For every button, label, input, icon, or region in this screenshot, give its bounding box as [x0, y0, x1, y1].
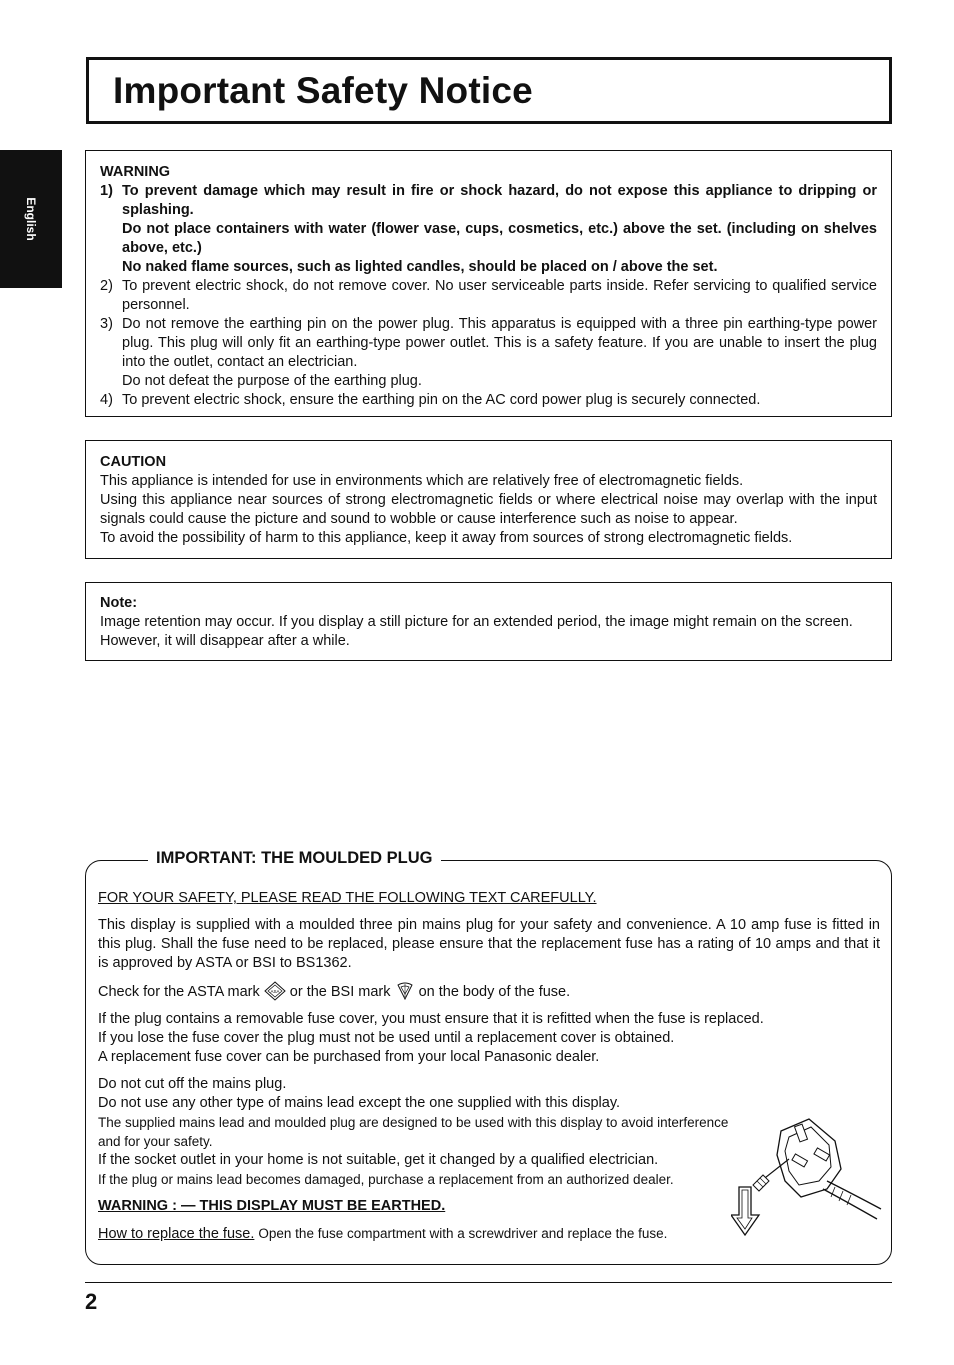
plug-mains-paragraph: [98, 1075, 738, 1189]
note-line: Image retention may occur. If you display a still picture for an extended period, the image might remain on the screen.: [100, 614, 853, 630]
warning-box: [85, 150, 892, 417]
plug-fuse-cover-paragraph: [98, 1010, 880, 1067]
plug-mark-check: [98, 981, 880, 1002]
asta-mark-text: ASA: [270, 989, 280, 994]
note-box: [85, 582, 892, 661]
page-title: Important Safety Notice: [113, 70, 533, 111]
warning-item-number: 4): [100, 392, 113, 408]
warning-item-text: Do not defeat the purpose of the earthing plug.: [122, 373, 422, 389]
check-text-a: Check for the ASTA mark: [98, 984, 260, 1000]
plug-intro: FOR YOUR SAFETY, PLEASE READ THE FOLLOWING TEXT CAREFULLY.: [98, 890, 597, 906]
caution-box: [85, 440, 892, 559]
check-text-b: or the BSI mark: [289, 984, 391, 1000]
warning-item-text: To prevent electric shock, do not remove cover. No user serviceable parts inside. Refer servicing to qualified service personnel.: [122, 278, 877, 313]
language-tab: [0, 150, 62, 288]
plug-cover-line: A replacement fuse cover can be purchased from your local Panasonic dealer.: [98, 1049, 600, 1065]
caution-heading: CAUTION: [100, 454, 167, 470]
moulded-plug-title: IMPORTANT: THE MOULDED PLUG: [148, 849, 441, 868]
caution-line: This appliance is intended for use in environments which are relatively free of electromagnetic fields.: [100, 473, 744, 489]
warning-item-text: Do not remove the earthing pin on the power plug. This apparatus is equipped with a three pin earthing-type power plug. This plug will only fit an earthing-type power outlet. This is a safety feature. If you are unable to insert the plug into the outlet, contact an electrician.: [122, 316, 877, 370]
warning-item-number: 2): [100, 278, 113, 294]
plug-fuse-illustration-icon: [731, 1111, 883, 1241]
caution-line: To avoid the possibility of harm to this appliance, keep it away from sources of strong electromagnetic fields.: [100, 530, 793, 546]
warning-item-2: [100, 277, 877, 315]
plug-fuse-paragraph: This display is supplied with a moulded three pin mains plug for your safety and convenience. A 10 amp fuse is fitted in this plug. Shall the fuse need to be replaced, please ensure that the replacement fuse has a rating of 10 amps and that it is approved by ASTA or BSI to BS1362.: [98, 917, 880, 971]
caution-line: Using this appliance near sources of strong electromagnetic fields or where electrical noise may overlap with the input signals could cause the picture and sound to wobble or cause interference such as noise to appear.: [100, 492, 877, 527]
moulded-plug-box: [85, 849, 892, 1265]
note-heading: Note:: [100, 595, 138, 611]
page-number: 2: [85, 1289, 98, 1314]
warning-item-4: [100, 391, 877, 410]
bsi-kitemark-icon: [395, 981, 415, 1001]
plug-mains-line: Do not cut off the mains plug.: [98, 1076, 287, 1092]
warning-item-number: 1): [100, 183, 113, 199]
plug-mains-line: If the plug or mains lead becomes damaged, purchase a replacement from an authorized dealer.: [98, 1172, 674, 1187]
plug-cover-line: If the plug contains a removable fuse cover, you must ensure that it is refitted when the fuse is replaced.: [98, 1011, 764, 1027]
warning-item-number: 3): [100, 316, 113, 332]
replace-fuse-label: How to replace the fuse.: [98, 1226, 255, 1242]
warning-item-text: To prevent damage which may result in fire or shock hazard, do not expose this appliance to dripping or splashing.: [122, 183, 877, 218]
note-line: However, it will disappear after a while.: [100, 633, 350, 649]
plug-mains-line: The supplied mains lead and moulded plug are designed to be used with this display to avoid interference and for your safety.: [98, 1115, 729, 1149]
asta-mark-icon: [264, 981, 286, 1001]
warning-item-text: No naked flame sources, such as lighted candles, should be placed on / above the set.: [122, 259, 718, 275]
check-text-c: on the body of the fuse.: [418, 984, 571, 1000]
footer-divider: [85, 1282, 892, 1283]
plug-earthed-warning: WARNING : — THIS DISPLAY MUST BE EARTHED.: [98, 1198, 446, 1214]
plug-mains-line: If the socket outlet in your home is not suitable, get it changed by a qualified electrician.: [98, 1152, 659, 1168]
warning-item-1: [100, 182, 877, 277]
warning-item-text: Do not place containers with water (flower vase, cups, cosmetics, etc.) above the set. (including on shelves above, etc.): [122, 221, 877, 256]
page-title-box: [86, 57, 892, 124]
language-tab-label: English: [24, 197, 38, 241]
plug-mains-line: Do not use any other type of mains lead except the one supplied with this display.: [98, 1095, 621, 1111]
warning-item-3: [100, 315, 877, 391]
plug-cover-line: If you lose the fuse cover the plug must not be used until a replacement cover is obtained.: [98, 1030, 675, 1046]
warning-heading: WARNING: [100, 164, 171, 180]
replace-fuse-text: Open the fuse compartment with a screwdriver and replace the fuse.: [258, 1226, 668, 1241]
warning-item-text: To prevent electric shock, ensure the earthing pin on the AC cord power plug is securely connected.: [122, 392, 761, 408]
